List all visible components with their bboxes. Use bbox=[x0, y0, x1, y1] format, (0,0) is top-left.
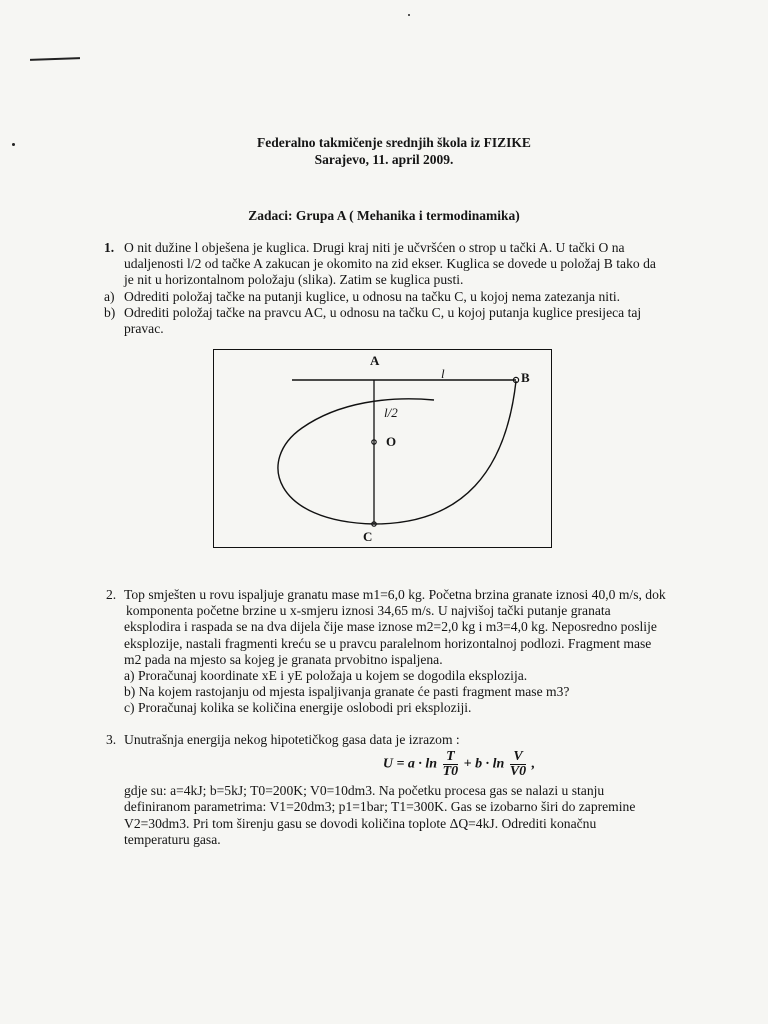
problem-3-line: V2=30dm3. Pri tom širenju gasu se dovodi količina toplote ΔQ=4kJ. Odrediti konačnu bbox=[124, 815, 597, 831]
problem-text: O nit dužine l obješena je kuglica. Drugi kraj niti je učvršćen o strop u tački A. U tački O na bbox=[124, 240, 625, 255]
scan-dot bbox=[408, 14, 410, 16]
problem-1 bbox=[102, 240, 708, 337]
label-B: B bbox=[521, 370, 530, 385]
fraction-denominator: V0 bbox=[509, 764, 527, 780]
group-title: Zadaci: Grupa A ( Mehanika i termodinamika) bbox=[248, 208, 520, 223]
ball-trajectory bbox=[278, 381, 516, 524]
energy-formula bbox=[184, 750, 734, 779]
competition-title: Federalno takmičenje srednjih škola iz FIZIKE bbox=[257, 135, 531, 150]
problem-2-line: eksplozije, nastali fragmenti kreću se u pravcu paralelnom horizontalnoj podlozi. Fragment mase bbox=[124, 635, 652, 651]
problem-3-line: gdje su: a=4kJ; b=5kJ; T0=200K; V0=10dm3. Na početku procesa gas se nalazi u stanju bbox=[124, 783, 605, 799]
formula-part: U = a · ln bbox=[382, 756, 438, 772]
problem-2-line: m2 pada na mjesto sa kojeg je granata prvobitno ispaljena. bbox=[124, 651, 443, 667]
label-A: A bbox=[370, 353, 380, 368]
problem-2 bbox=[106, 587, 734, 717]
fraction-T bbox=[443, 750, 459, 779]
problem-number: 1. bbox=[104, 240, 115, 255]
problem-2-part-b: b) Na kojem rastojanju od mjesta ispaljivanja granate će pasti fragment mase m3? bbox=[124, 684, 570, 700]
problem-text: Unutrašnja energija nekog hipotetičkog gasa data je izrazom : bbox=[124, 732, 460, 747]
problem-1-part-a bbox=[102, 289, 708, 305]
formula-part: + b · ln bbox=[463, 756, 505, 772]
fraction-V bbox=[510, 750, 526, 779]
problem-text: Top smješten u rovu ispaljuje granatu mase m1=6,0 kg. Početna brzina granate iznosi 40,0 m/s, dok bbox=[124, 587, 666, 602]
problem-3-line: definiranom parametrima: V1=20dm3; p1=1bar; T1=300K. Gas se izobarno širi do zapremine bbox=[124, 799, 636, 815]
problem-2-part-c: c) Proračunaj kolika se količina energije oslobodi pri eksploziji. bbox=[124, 700, 472, 716]
label-l-half: l/2 bbox=[384, 405, 398, 420]
label-C: C bbox=[363, 529, 373, 544]
label-l: l bbox=[441, 366, 445, 381]
problem-1-line: je nit u horizontalnom položaju (slika). Zatim se kuglica pusti. bbox=[124, 272, 464, 288]
problem-1-part-b bbox=[102, 305, 708, 321]
problem-3-intro bbox=[106, 732, 734, 748]
problem-number: 2. bbox=[106, 587, 117, 602]
formula-part: , bbox=[531, 756, 536, 772]
problem-number: 3. bbox=[106, 732, 117, 747]
document-header bbox=[0, 134, 768, 168]
problem-2-line: komponenta početne brzine u x-smjeru iznosi 34,65 m/s. U najvišoj tački putanje granata bbox=[126, 603, 611, 619]
problem-1-line: udaljenosti l/2 od tačke A zakucan je okomito na zid ekser. Kuglica se dovede u položaj B tako da bbox=[124, 256, 656, 272]
fraction-numerator: V bbox=[510, 750, 526, 765]
problem-2-line: eksplodira i raspada se na dva dijela čije mase iznose m2=2,0 kg i m3=4,0 kg. Neposredno poslije bbox=[124, 619, 657, 635]
part-label: a) bbox=[104, 288, 115, 304]
scan-dash-mark bbox=[30, 57, 80, 61]
part-label: b) bbox=[104, 304, 116, 320]
problem-2-line bbox=[106, 587, 734, 603]
pendulum-diagram bbox=[214, 350, 553, 549]
problem-2-part-a: a) Proračunaj koordinate xE i yE položaja u kojem se dogodila eksplozija. bbox=[124, 668, 528, 684]
label-O: O bbox=[386, 434, 397, 449]
fraction-denominator: T0 bbox=[442, 764, 459, 780]
pendulum-figure bbox=[213, 349, 552, 548]
part-text: Odrediti položaj tačke na pravcu AC, u odnosu na tačku C, u kojoj putanja kuglice presijeca taj bbox=[124, 304, 642, 320]
problem-1-line bbox=[104, 240, 708, 256]
problem-3-line: temperaturu gasa. bbox=[124, 831, 221, 847]
fraction-numerator: T bbox=[443, 750, 459, 765]
problem-3 bbox=[106, 732, 734, 848]
place-date: Sarajevo, 11. april 2009. bbox=[314, 152, 454, 167]
part-text: Odrediti položaj tačke na putanji kuglice, u odnosu na tačku C, u kojoj nema zatezanja niti. bbox=[124, 288, 621, 304]
problem-1-line: pravac. bbox=[124, 321, 164, 337]
